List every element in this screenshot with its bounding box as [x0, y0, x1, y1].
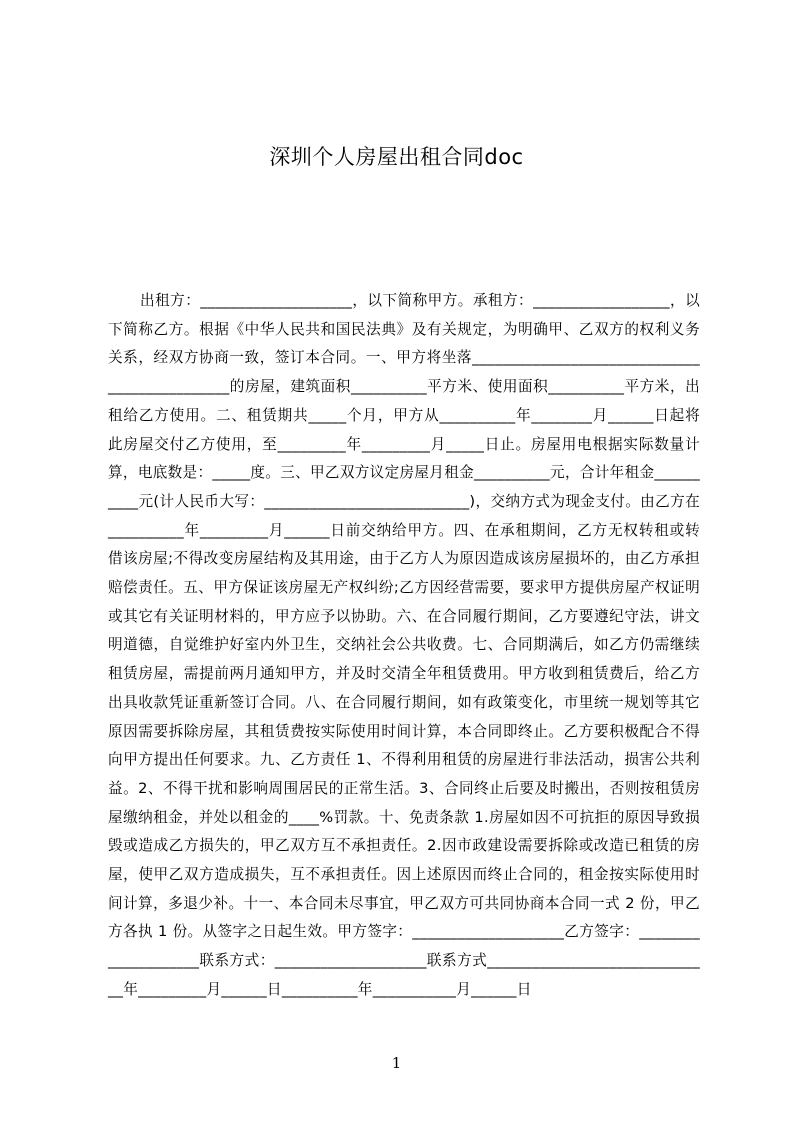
- contract-body: 出租方：____________________，以下简称甲方。承租方：__________________，以下简称乙方。根据《中华人民共和国民法典》及有关规定，为明确甲、乙双方的权利义务关系，经双方协商一致，签订本合同。一、甲方将坐落______________________________________________的房屋，建筑面积__________平方米、使用面积__________平方米，出租给乙方使用。二、租赁期共_____个月，甲方从__________年________月______日起将此房屋交付乙方使用，至_________年_________月_____日止。房屋用电根据实际数量计算，电底数是：_____度。三、甲乙双方议定房屋月租金__________元，合计年租金__________元(计人民币大写：___________________________)，交纳方式为现金支付。由乙方在__________年_________月______日前交纳给甲方。四、在承租期间，乙方无权转租或转借该房屋;不得改变房屋结构及其用途，由于乙方人为原因造成该房屋损坏的，由乙方承担赔偿责任。五、甲方保证该房屋无产权纠纷;乙方因经营需要，要求甲方提供房屋产权证明或其它有关证明材料的，甲方应予以协助。六、在合同履行期间，乙方要遵纪守法，讲文明道德，自觉维护好室内外卫生，交纳社会公共收费。七、合同期满后，如乙方仍需继续租赁房屋，需提前两月通知甲方，并及时交清全年租赁费用。甲方收到租赁费后，给乙方出具收款凭证重新签订合同。八、在合同履行期间，如有政策变化，市里统一规划等其它原因需要拆除房屋，其租赁费按实际使用时间计算，本合同即终止。乙方要积极配合不得向甲方提出任何要求。九、乙方责任 1、不得利用租赁的房屋进行非法活动，损害公共利益。2、不得干扰和影响周围居民的正常生活。3、合同终止后要及时搬出，否则按租赁房屋缴纳租金，并处以租金的____%罚款。十、免责条款 1.房屋如因不可抗拒的原因导致损毁或造成乙方损失的，甲乙双方互不承担责任。2.因市政建设需要拆除或改造已租赁的房屋，使甲乙双方造成损失，互不承担责任。因上述原因而终止合同的，租金按实际使用时间计算，多退少补。十一、本合同未尽事宜，甲乙双方可共同协商本合同一式 2 份，甲乙方各执 1 份。从签字之日起生效。甲方签字：____________________乙方签字：____________________联系方式：____________________联系方式______________________________年_________月______日__________年___________月______日: [108, 292, 700, 998]
- page-number: 1: [391, 1054, 402, 1072]
- document-title: 深圳个人房屋出租合同doc: [269, 145, 524, 169]
